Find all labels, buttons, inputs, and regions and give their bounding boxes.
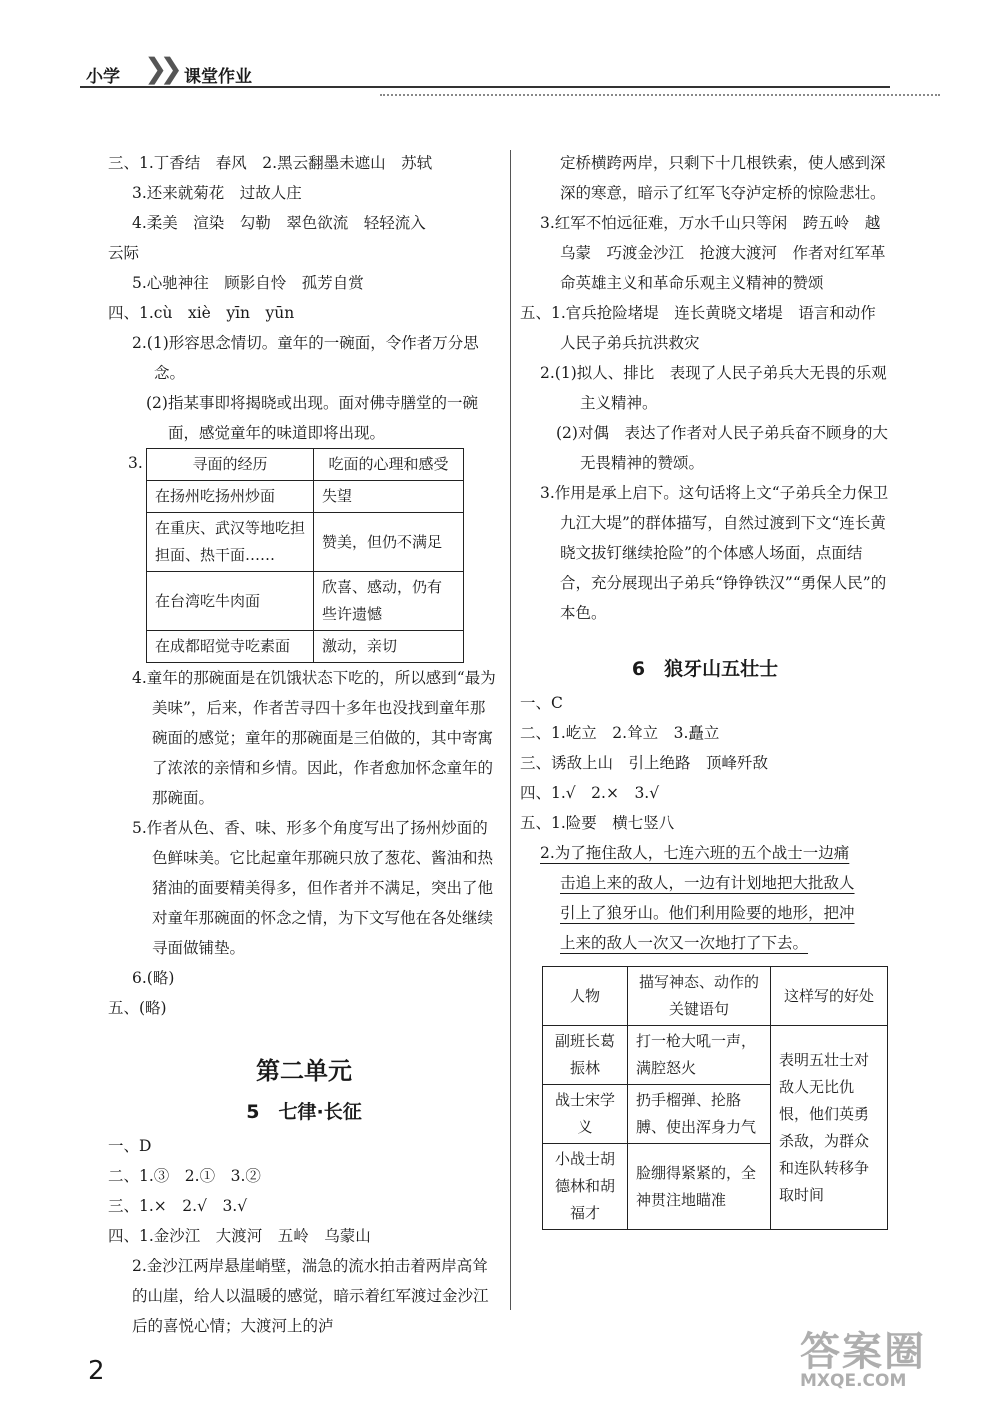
table-cell: 扔手榴弹、抡胳膊、使出浑身力气 — [628, 1085, 771, 1144]
answer-paragraph: 5.作者从色、香、味、形多个角度写出了扬州炒面的色鲜味美。它比起童年那碗只放了葱花、酱油和热猪油的面要精美得多，但作者并不满足，突出了他对童年那碗面的怀念之情，为下文写他在各处继续寻面做铺垫。 — [132, 819, 494, 957]
heroes-table-block — [542, 966, 890, 1230]
table-cell: 欣喜、感动，仍有些许遗憾 — [314, 572, 464, 631]
watermark-url: MXQE.COM — [800, 1371, 907, 1391]
answer-line: 四、1.金沙江 大渡河 五岭 乌蒙山 — [108, 1227, 371, 1245]
answer-line: 6.(略) — [132, 969, 175, 987]
table-cell: 赞美，但仍不满足 — [314, 513, 464, 572]
underlined-line: 击追上来的敌人，一边有计划地把大批敌人 — [560, 874, 855, 892]
left-column — [108, 148, 500, 1341]
table-cell-benefit: 表明五壮士对敌人无比仇恨，他们英勇杀敌，为群众和连队转移争取时间 — [771, 1026, 888, 1230]
page-header — [80, 52, 890, 88]
right-column — [520, 148, 890, 1230]
answer-paragraph: 五、1.官兵抢险堵堤 连长黄晓文堵堤 语言和动作 人民子弟兵抗洪救灾 — [520, 304, 892, 352]
watermark-text: 答案圈 — [800, 1329, 926, 1375]
watermark-logo — [800, 1320, 970, 1391]
answer-paragraph: 2.(1)拟人、排比 表现了人民子弟兵大无畏的乐观主义精神。 — [540, 364, 887, 412]
table-header-cell: 寻面的经历 — [147, 449, 314, 481]
answer-paragraph: 3.红军不怕远征难，万水千山只等闲 跨五岭 越乌蒙 巧渡金沙江 抢渡大渡河 作者对红军革命英雄主义和革命乐观主义精神的赞颂 — [540, 214, 886, 292]
underlined-line: 引上了狼牙山。他们利用险要的地形，把冲 — [560, 904, 855, 922]
answer-line: 云际 — [108, 244, 140, 262]
table-cell: 副班长葛振林 — [543, 1026, 628, 1085]
heroes-table — [542, 966, 888, 1230]
table-header-cell: 人物 — [543, 967, 628, 1026]
table-header-cell: 吃面的心理和感受 — [314, 449, 464, 481]
answer-line: 一、D — [108, 1137, 152, 1155]
table-header-cell: 描写神态、动作的关键语句 — [628, 967, 771, 1026]
unit-title: 第二单元 — [256, 1057, 352, 1085]
table-cell: 激动，亲切 — [314, 631, 464, 663]
table-header-cell: 这样写的好处 — [771, 967, 888, 1026]
table-cell: 打一枪大吼一声，满腔怒火 — [628, 1026, 771, 1085]
answer-line: 三、1.× 2.√ 3.√ — [108, 1197, 248, 1215]
food-table-block — [128, 448, 500, 663]
header-tag: 小学 — [86, 67, 120, 87]
page-number: 2 — [88, 1356, 105, 1386]
answer-line: 二、1.屹立 2.耸立 3.矗立 — [520, 724, 720, 742]
table-header-row — [147, 449, 464, 481]
underlined-line: 2.为了拖住敌人，七连六班的五个战士一边痛 — [540, 844, 850, 862]
table-cell: 失望 — [314, 481, 464, 513]
answer-line: 五、1.险要 横七竖八 — [520, 814, 675, 832]
answer-paragraph: 4.童年的那碗面是在饥饿状态下吃的，所以感到“最为美味”，后来，作者苦寻四十多年也没找到童年那碗面的感觉；童年的那碗面是三伯做的，其中寄寓了浓浓的亲情和乡情。因此，作者愈加怀念童年的那碗面。 — [132, 669, 496, 807]
answer-paragraph: 2.(1)形容思念情切。童年的一碗面，令作者万分思念。 — [132, 334, 479, 382]
answer-line: 三、1.丁香结 春风 2.黑云翻墨未遮山 苏轼 — [108, 154, 433, 172]
answer-paragraph: (2)指某事即将揭晓或出现。面对佛寺膳堂的一碗面，感觉童年的味道即将出现。 — [146, 394, 478, 442]
table-cell: 在重庆、武汉等地吃担担面、热干面…… — [147, 513, 314, 572]
table-row — [147, 572, 464, 631]
answer-line: 3.还来就菊花 过故人庄 — [132, 184, 302, 202]
answer-line: 4.柔美 渲染 勾勒 翠色欲流 轻轻流入 — [132, 214, 426, 232]
answer-paragraph: 3.作用是承上启下。这句话将上文“子弟兵全力保卫九江大堤”的群体描写，自然过渡到下文“连长黄晓文拔钉继续抢险”的个体感人场面，点面结合，充分展现出子弟兵“铮铮铁汉”“勇保人民”的本色。 — [540, 484, 889, 622]
answer-line: 四、1.√ 2.× 3.√ — [520, 784, 660, 802]
chevron-right-icon: ❯❯ — [144, 52, 175, 85]
lesson-title: 6 狼牙山五壮士 — [631, 658, 779, 680]
column-divider — [510, 150, 511, 1310]
answer-line: 一、C — [520, 694, 563, 712]
answer-line: 二、1.③ 2.① 3.② — [108, 1167, 261, 1185]
answer-paragraph: 2.金沙江两岸悬崖峭壁，湍急的流水拍击着两岸高耸的山崖，给人以温暖的感觉，暗示着红军渡过金沙江后的喜悦心情；大渡河上的泸 — [132, 1257, 489, 1335]
food-table — [146, 448, 464, 663]
item-number: 3. — [128, 454, 143, 472]
answer-paragraph: 定桥横跨两岸，只剩下十几根铁索，使人感到深深的寒意，暗示了红军飞夺泸定桥的惊险悲壮。 — [560, 154, 886, 202]
lesson-title: 5 七律·长征 — [246, 1101, 362, 1123]
answer-line: 四、1.cù xiè yīn yūn — [108, 304, 295, 322]
answer-line: 5.心驰神往 顾影自怜 孤芳自赏 — [132, 274, 364, 292]
table-header-row — [543, 967, 888, 1026]
header-dotted-rule — [380, 94, 940, 96]
table-cell: 在台湾吃牛肉面 — [147, 572, 314, 631]
header-rule — [80, 86, 890, 88]
table-cell: 战士宋学义 — [543, 1085, 628, 1144]
table-cell: 在扬州吃扬州炒面 — [147, 481, 314, 513]
header-title: 课堂作业 — [184, 67, 252, 87]
table-cell: 在成都昭觉寺吃素面 — [147, 631, 314, 663]
answer-line: 五、(略) — [108, 999, 167, 1017]
answer-line: 三、诱敌上山 引上绝路 顶峰歼敌 — [520, 754, 769, 772]
answer-paragraph: (2)对偶 表达了作者对人民子弟兵奋不顾身的大无畏精神的赞颂。 — [556, 424, 888, 472]
underlined-line: 上来的敌人一次又一次地打了下去。 — [560, 934, 809, 952]
table-row — [147, 513, 464, 572]
table-row — [147, 631, 464, 663]
table-cell: 脸绷得紧紧的，全神贯注地瞄准 — [628, 1144, 771, 1230]
table-cell: 小战士胡德林和胡福才 — [543, 1144, 628, 1230]
table-row — [147, 481, 464, 513]
table-row — [543, 1026, 888, 1085]
